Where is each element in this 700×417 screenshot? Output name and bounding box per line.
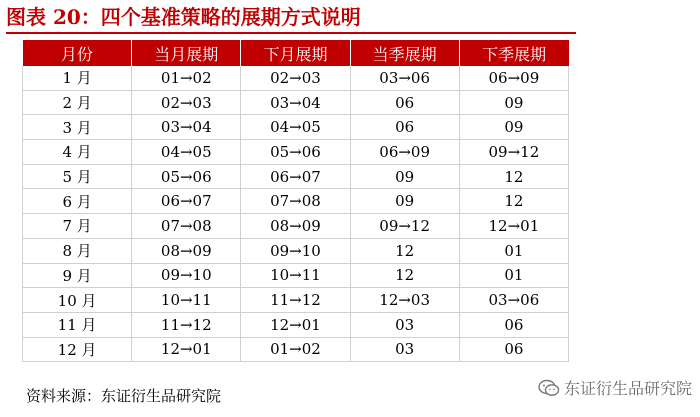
- table-row: [23, 288, 569, 313]
- table-cell: 09→10: [132, 263, 241, 288]
- table-row: [23, 312, 569, 337]
- table-cell: 07→08: [132, 214, 241, 239]
- table-cell: 09: [459, 90, 568, 115]
- table-row: [23, 140, 569, 165]
- header-next-month-roll: 下月展期: [241, 40, 350, 66]
- table-cell: 1 月: [23, 66, 132, 90]
- table-cell: 04→05: [132, 140, 241, 165]
- table-cell: 10→11: [241, 263, 350, 288]
- table-cell: 12→01: [459, 214, 568, 239]
- table-cell: 09→12: [350, 214, 459, 239]
- table-cell: 11→12: [241, 288, 350, 313]
- table-cell: 01→02: [132, 66, 241, 90]
- table-cell: 11 月: [23, 312, 132, 337]
- table-cell: 03→06: [350, 66, 459, 90]
- table-row: [23, 214, 569, 239]
- table-cell: 05→06: [241, 140, 350, 165]
- table-cell: 12: [350, 263, 459, 288]
- table-cell: 6 月: [23, 189, 132, 214]
- table-row: [23, 189, 569, 214]
- table-cell: 2 月: [23, 90, 132, 115]
- table-cell: 09: [459, 115, 568, 140]
- table-cell: 01: [459, 238, 568, 263]
- figure-title: 图表 20：四个基准策略的展期方式说明: [6, 5, 361, 29]
- table-cell: 07→08: [241, 189, 350, 214]
- table-body: [23, 66, 569, 362]
- wechat-icon: [538, 379, 560, 397]
- table-cell: 5 月: [23, 164, 132, 189]
- table-row: [23, 115, 569, 140]
- table-cell: 06→09: [350, 140, 459, 165]
- table-cell: 9 月: [23, 263, 132, 288]
- table-cell: 09: [350, 189, 459, 214]
- table-cell: 03: [350, 337, 459, 362]
- header-current-quarter-roll: 当季展期: [350, 40, 459, 66]
- table-cell: 12: [350, 238, 459, 263]
- table-row: [23, 66, 569, 90]
- table-cell: 06: [350, 115, 459, 140]
- watermark-text: 东证衍生品研究院: [564, 379, 693, 398]
- table-row: [23, 263, 569, 288]
- table-row: [23, 238, 569, 263]
- table-cell: 10 月: [23, 288, 132, 313]
- table-cell: 09→12: [459, 140, 568, 165]
- header-next-quarter-roll: 下季展期: [459, 40, 568, 66]
- table-cell: 12 月: [23, 337, 132, 362]
- table-row: [23, 90, 569, 115]
- rollover-table: [22, 40, 569, 362]
- table-cell: 12→01: [241, 312, 350, 337]
- table-row: [23, 337, 569, 362]
- table-cell: 09→10: [241, 238, 350, 263]
- table-cell: 09: [350, 164, 459, 189]
- table-cell: 3 月: [23, 115, 132, 140]
- table-cell: 12: [459, 189, 568, 214]
- title-rule: [6, 32, 576, 34]
- table-cell: 12→01: [132, 337, 241, 362]
- table-cell: 8 月: [23, 238, 132, 263]
- table-cell: 04→05: [241, 115, 350, 140]
- table-header-row: [23, 40, 569, 66]
- table-cell: 01→02: [241, 337, 350, 362]
- table-cell: 06→09: [459, 66, 568, 90]
- table-cell: 7 月: [23, 214, 132, 239]
- watermark: [538, 376, 692, 399]
- table-cell: 12→03: [350, 288, 459, 313]
- table-cell: 12: [459, 164, 568, 189]
- table-cell: 06: [459, 312, 568, 337]
- table-row: [23, 164, 569, 189]
- source-note: 资料来源：东证衍生品研究院: [26, 387, 222, 405]
- table-cell: 4 月: [23, 140, 132, 165]
- header-current-month-roll: 当月展期: [132, 40, 241, 66]
- table-cell: 06→07: [132, 189, 241, 214]
- table-cell: 06→07: [241, 164, 350, 189]
- table-cell: 02→03: [241, 66, 350, 90]
- table-cell: 10→11: [132, 288, 241, 313]
- table-cell: 03→04: [132, 115, 241, 140]
- table-cell: 11→12: [132, 312, 241, 337]
- table-cell: 02→03: [132, 90, 241, 115]
- table-cell: 03→04: [241, 90, 350, 115]
- table-cell: 03: [350, 312, 459, 337]
- table-cell: 08→09: [241, 214, 350, 239]
- header-month: 月份: [23, 40, 132, 66]
- table-cell: 05→06: [132, 164, 241, 189]
- table-cell: 08→09: [132, 238, 241, 263]
- table-cell: 06: [459, 337, 568, 362]
- table-cell: 06: [350, 90, 459, 115]
- table-cell: 01: [459, 263, 568, 288]
- table-cell: 03→06: [459, 288, 568, 313]
